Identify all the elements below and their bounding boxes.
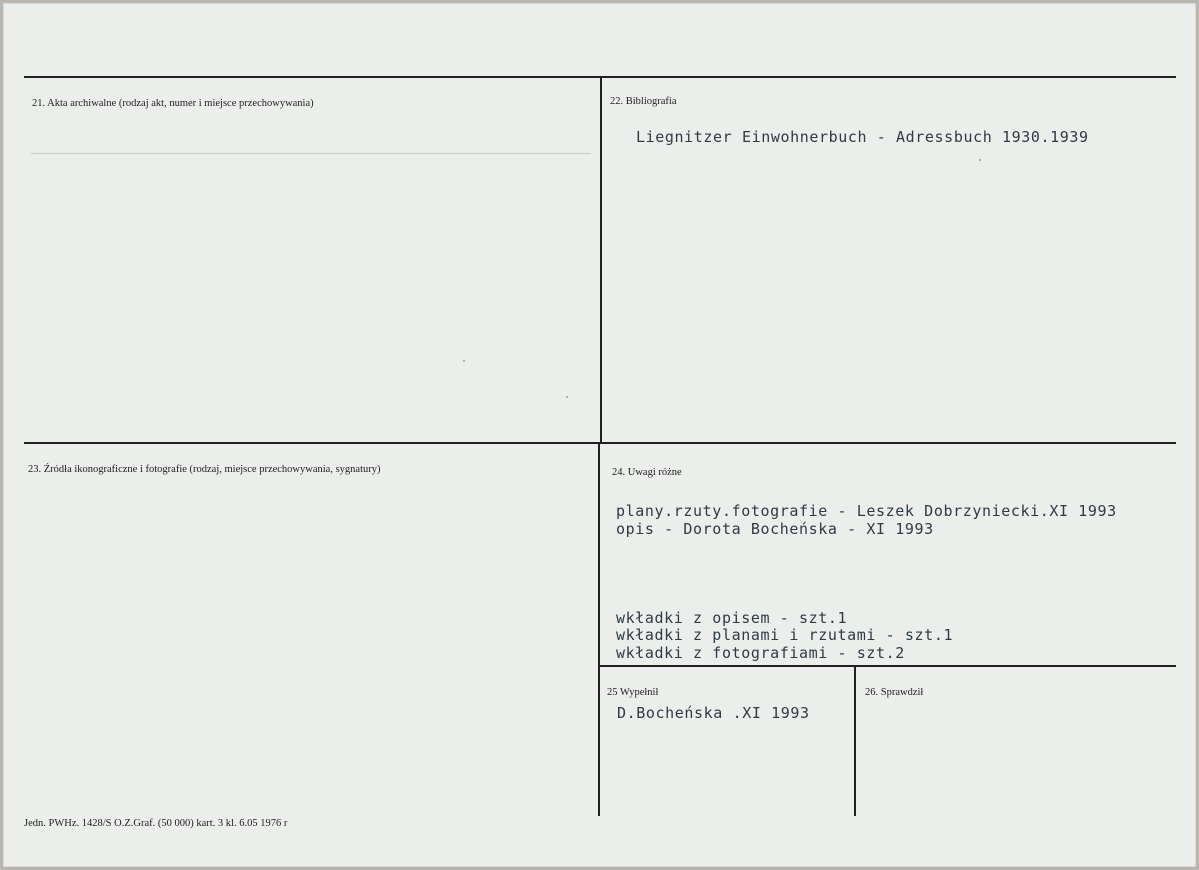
insert-line: wkładki z fotografiami - szt.2 <box>616 644 905 662</box>
faint-dash-line <box>31 153 591 154</box>
bibliography-entry: Liegnitzer Einwohnerbuch - Adressbuch 1930.1939 <box>636 128 1089 146</box>
insert-line: wkładki z planami i rzutami - szt.1 <box>616 626 954 644</box>
remarks-line: opis - Dorota Bocheńska - XI 1993 <box>616 520 934 538</box>
speck <box>463 360 465 362</box>
center-divider-upper <box>600 77 602 443</box>
section-25-label: 25 Wypełnił <box>607 687 659 698</box>
signature-divider <box>854 666 856 816</box>
insert-line: wkładki z opisem - szt.1 <box>616 609 848 627</box>
remarks-line: plany.rzuty.fotografie - Leszek Dobrzyniecki.XI 1993 <box>616 502 1117 520</box>
signature-rule <box>600 665 1176 667</box>
filled-by-entry: D.Bocheńska .XI 1993 <box>617 704 810 722</box>
speck <box>979 159 981 161</box>
record-card <box>3 3 1196 867</box>
section-21-label: 21. Akta archiwalne (rodzaj akt, numer i miejsce przechowywania) <box>32 98 314 109</box>
section-23-label: 23. Źródła ikonograficzne i fotografie (rodzaj, miejsce przechowywania, sygnatury) <box>28 464 381 475</box>
speck <box>566 396 568 398</box>
print-footer: Jedn. PWHz. 1428/S O.Z.Graf. (50 000) kart. 3 kl. 6.05 1976 r <box>24 818 288 829</box>
middle-rule <box>24 442 1176 444</box>
section-24-label: 24. Uwagi różne <box>612 467 682 478</box>
center-divider-lower <box>598 443 600 816</box>
section-26-label: 26. Sprawdził <box>865 687 924 698</box>
section-22-label: 22. Bibliografia <box>610 96 677 107</box>
